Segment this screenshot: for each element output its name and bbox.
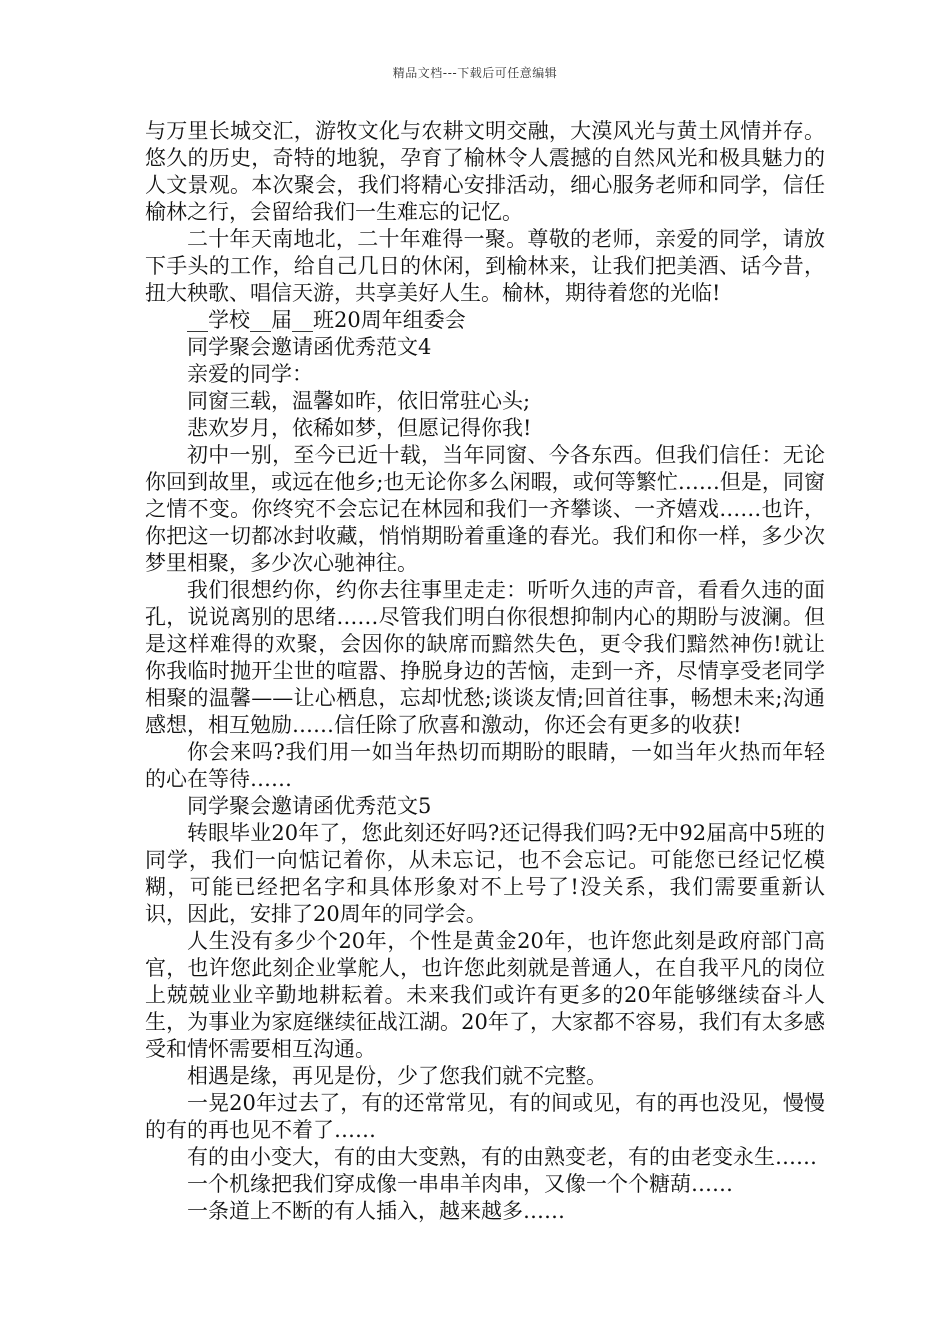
paragraph: 有的由小变大，有的由大变熟，有的由熟变老，有的由老变永生…… (187, 1145, 817, 1169)
paragraph: 二十年天南地北，二十年难得一聚。尊敬的老师，亲爱的同学，请放下手头的工作，给自己几日的休闲，到榆林来，让我们把美酒、话今昔，扭大秧歌、唱信天游，共享美好人生。榆林，期待着您的光临! (145, 227, 825, 305)
page-header: 精品文档---下载后可任意编辑 (392, 66, 558, 80)
salutation: 亲爱的同学： (187, 362, 313, 386)
paragraph: 与万里长城交汇，游牧文化与农耕文明交融，大漠风光与黄土风情并存。悠久的历史，奇特的地貌，孕育了榆林令人震撼的自然风光和极具魅力的人文景观。本次聚会，我们将精心安排活动，细心服务老师和同学，信任榆林之行，会留给我们一生难忘的记忆。 (145, 119, 825, 224)
document-body (145, 118, 825, 1225)
paragraph: 人生没有多少个20年，个性是黄金20年，也许您此刻是政府部门高官，也许您此刻企业掌舵人，也许您此刻就是普通人，在自我平凡的岗位上兢兢业业辛勤地耕耘着。未来我们或许有更多的20年能够继续奋斗人生，为事业为家庭继续征战江湖。20年了，大家都不容易，我们有太多感受和情怀需要相互沟通。 (145, 929, 825, 1061)
paragraph: 相遇是缘，再见是份，少了您我们就不完整。 (187, 1064, 607, 1088)
paragraph: 一个机缘把我们穿成像一串串羊肉串，又像一个个糖葫…… (187, 1172, 733, 1196)
section-title: 同学聚会邀请函优秀范文4 (187, 335, 432, 359)
paragraph: 一条道上不断的有人插入，越来越多…… (187, 1199, 565, 1223)
paragraph: 悲欢岁月，依稀如梦，但愿记得你我! (187, 416, 532, 440)
paragraph: 一晃20年过去了，有的还常常见，有的间或见，有的再也没见，慢慢的有的再也见不着了…… (145, 1091, 825, 1142)
organizer-line: __学校__届__班20周年组委会 (187, 308, 466, 332)
section-title: 同学聚会邀请函优秀范文5 (187, 794, 432, 818)
paragraph: 你会来吗?我们用一如当年热切而期盼的眼睛，一如当年火热而年轻的心在等待…… (145, 740, 825, 791)
paragraph: 我们很想约你，约你去往事里走走：听听久违的声音，看看久违的面孔，说说离别的思绪……尽管我们明白你很想抑制内心的期盼与波澜。但是这样难得的欢聚，会因你的缺席而黯然失色，更令我们黯然神伤!就让你我临时抛开尘世的喧嚣、挣脱身边的苦恼，走到一齐，尽情享受老同学相聚的温馨——让心栖息，忘却忧愁;谈谈友情;回首往事，畅想未来;沟通感想，相互勉励……信任除了欣喜和激动，你还会有更多的收获! (145, 578, 825, 737)
paragraph: 初中一别，至今已近十载，当年同窗、今各东西。但我们信任：无论你回到故里，或远在他乡;也无论你多么闲暇，或何等繁忙……但是，同窗之情不变。你终究不会忘记在林园和我们一齐攀谈、一齐嬉戏……也许，你把这一切都冰封收藏，悄悄期盼着重逢的春光。我们和你一样，多少次梦里相聚，多少次心驰神往。 (145, 443, 825, 575)
paragraph: 转眼毕业20年了，您此刻还好吗?还记得我们吗?无中92届高中5班的同学，我们一向惦记着你，从未忘记，也不会忘记。可能您已经记忆模糊，可能已经把名字和具体形象对不上号了!没关系，我们需要重新认识，因此，安排了20周年的同学会。 (145, 821, 825, 926)
paragraph: 同窗三载，温馨如昨，依旧常驻心头; (187, 389, 531, 413)
